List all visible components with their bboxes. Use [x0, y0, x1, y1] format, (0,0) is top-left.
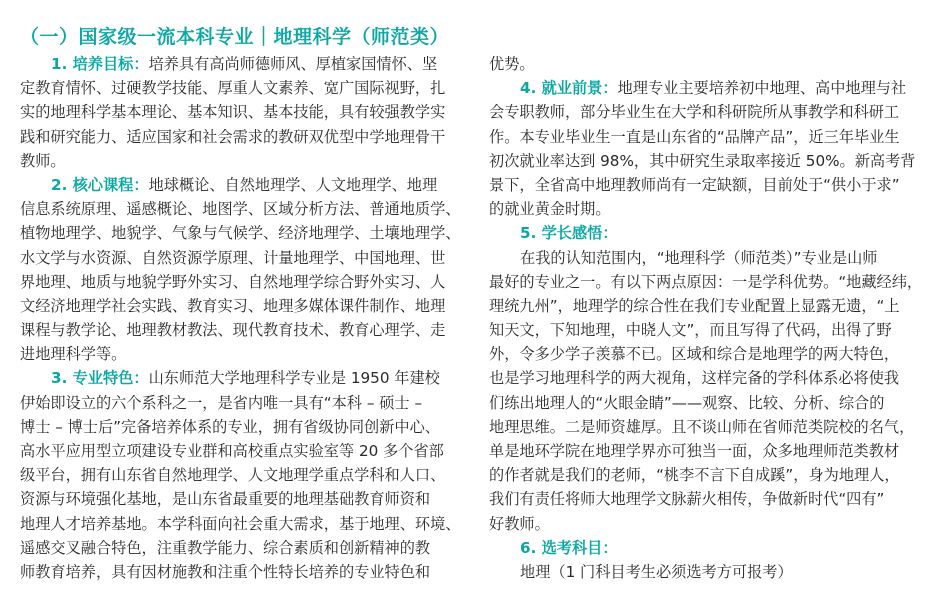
- page-title: （一）国家级一流本科专业｜地理科学（师范类）: [20, 26, 450, 48]
- text-line: 课程与教学论、地理教材教法、现代教育技术、教育心理学、走: [20, 321, 446, 340]
- text-line: 单是地环学院在地理学界亦可独当一面，众多地理师范类教材: [489, 442, 900, 460]
- text-line: 地理（1 门科目考生必须选考方可报考）: [520, 562, 793, 581]
- text-line: [20, 52, 460, 76]
- line-text: 培养具有高尚师德师风、厚植家国情怀、坚: [148, 55, 438, 73]
- section-heading: 5. 学长感悟：: [520, 224, 618, 243]
- text-line: 进地理科学等。: [20, 345, 127, 364]
- text-line: 初次就业率达到 98%，其中研究生录取率接近 50%。新高考背: [489, 151, 916, 170]
- left-column: [20, 52, 460, 584]
- text-line: 会专职教师，部分毕业生在大学和科研院所从事教学和科研工: [489, 103, 900, 122]
- text-line: [489, 221, 929, 245]
- text-line: 师教育培养，具有因材施教和注重个性特长培养的专业特色和: [20, 562, 431, 581]
- text-line: [20, 366, 460, 390]
- section-heading: 4. 就业前景：: [520, 79, 618, 98]
- text-line: 优势。: [489, 55, 535, 73]
- text-line: 理统九州”，地理学的综合性在我们专业配置上显露无遗，“上: [489, 296, 900, 315]
- text-line: 水文学与水资源、自然资源学原理、计量地理学、中国地理、世: [20, 248, 446, 267]
- text-line: 最好的专业之一。有以下两点原因：一是学科优势。“地藏经纬，: [489, 272, 923, 291]
- section-heading: 2. 核心课程：: [51, 175, 149, 194]
- text-line: [20, 173, 460, 197]
- line-text: 地理专业主要培养初中地理、高中地理与社: [617, 79, 907, 98]
- text-line: [489, 76, 929, 100]
- text-line: 博士 – 博士后”完备培养体系的专业，拥有省级协同创新中心、: [20, 417, 440, 436]
- text-line: 外，令多少学子羡慕不已。区域和综合是地理学的两大特色，: [489, 345, 900, 364]
- text-line: 作。本专业毕业生一直是山东省的“品牌产品”，近三年毕业生: [489, 127, 900, 146]
- section-heading: 1. 培养目标：: [51, 55, 149, 73]
- text-line: 级平台，拥有山东省自然地理学、人文地理学重点学科和人口、: [20, 466, 446, 485]
- text-line: [489, 536, 929, 560]
- text-line: 信息系统原理、遥感概论、地图学、区域分析方法、普通地质学、: [20, 200, 460, 219]
- text-line: 实的地理科学基本理论、基本知识、基本技能，具有较强教学实: [20, 103, 446, 122]
- section-heading: 3. 专业特色：: [51, 369, 149, 388]
- line-text: 山东师范大学地理科学专业是 1950 年建校: [148, 369, 440, 388]
- text-line: 定教育情怀、过硬教学技能、厚重人文素养、宽广国际视野，扎: [20, 79, 446, 98]
- text-line: 伊始即设立的六个系科之一，是省内唯一具有“本科 – 硕士 –: [20, 393, 423, 412]
- text-line: 践和研究能力、适应国家和社会需求的教研双优型中学地理骨干: [20, 127, 446, 146]
- text-line: 的作者就是我们的老师，“桃李不言下自成蹊”，身为地理人，: [489, 466, 900, 485]
- text-line: 地理思维。二是师资雄厚。且不谈山师在省师范类院校的名气，: [489, 417, 915, 436]
- text-line: 遥感交叉融合特色，注重教学能力、综合素质和创新精神的教: [20, 538, 431, 557]
- text-line: 文经济地理学社会实践、教育实习、地理多媒体课件制作、地理: [20, 296, 446, 315]
- text-line: 景下，全省高中地理教师尚有一定缺额，目前处于“供小于求”: [489, 175, 900, 194]
- text-line: 界地理、地质与地貌学野外实习、自然地理学综合野外实习、人: [20, 272, 446, 291]
- text-line: 高水平应用型立项建设专业群和高校重点实验室等 20 多个省部: [20, 442, 444, 460]
- text-line: 资源与环境强化基地，是山东省最重要的地理基础教育师资和: [20, 490, 431, 509]
- text-line: 地理人才培养基地。本学科面向社会重大需求，基于地理、环境、: [20, 514, 460, 533]
- right-column: [489, 52, 929, 584]
- text-line: 知天文，下知地理，中晓人文”，而且写得了代码，出得了野: [489, 321, 892, 340]
- text-line: 的就业黄金时期。: [489, 200, 611, 219]
- text-line: 好教师。: [489, 514, 550, 533]
- line-text: 地球概论、自然地理学、人文地理学、地理: [148, 175, 438, 194]
- text-line: 在我的认知范围内，“地理科学（师范类）”专业是山师: [520, 248, 878, 267]
- text-line: 们练出地理人的“火眼金睛”——观察、比较、分析、综合的: [489, 393, 885, 412]
- text-line: 也是学习地理科学的两大视角，这样完备的学科体系必将使我: [489, 369, 900, 388]
- section-heading: 6. 选考科目：: [520, 538, 618, 557]
- text-line: 我们有责任将师大地理学文脉薪火相传，争做新时代“四有”: [489, 490, 885, 509]
- text-line: 教师。: [20, 151, 66, 170]
- text-line: 植物地理学、地貌学、气象与气候学、经济地理学、土壤地理学、: [20, 224, 460, 243]
